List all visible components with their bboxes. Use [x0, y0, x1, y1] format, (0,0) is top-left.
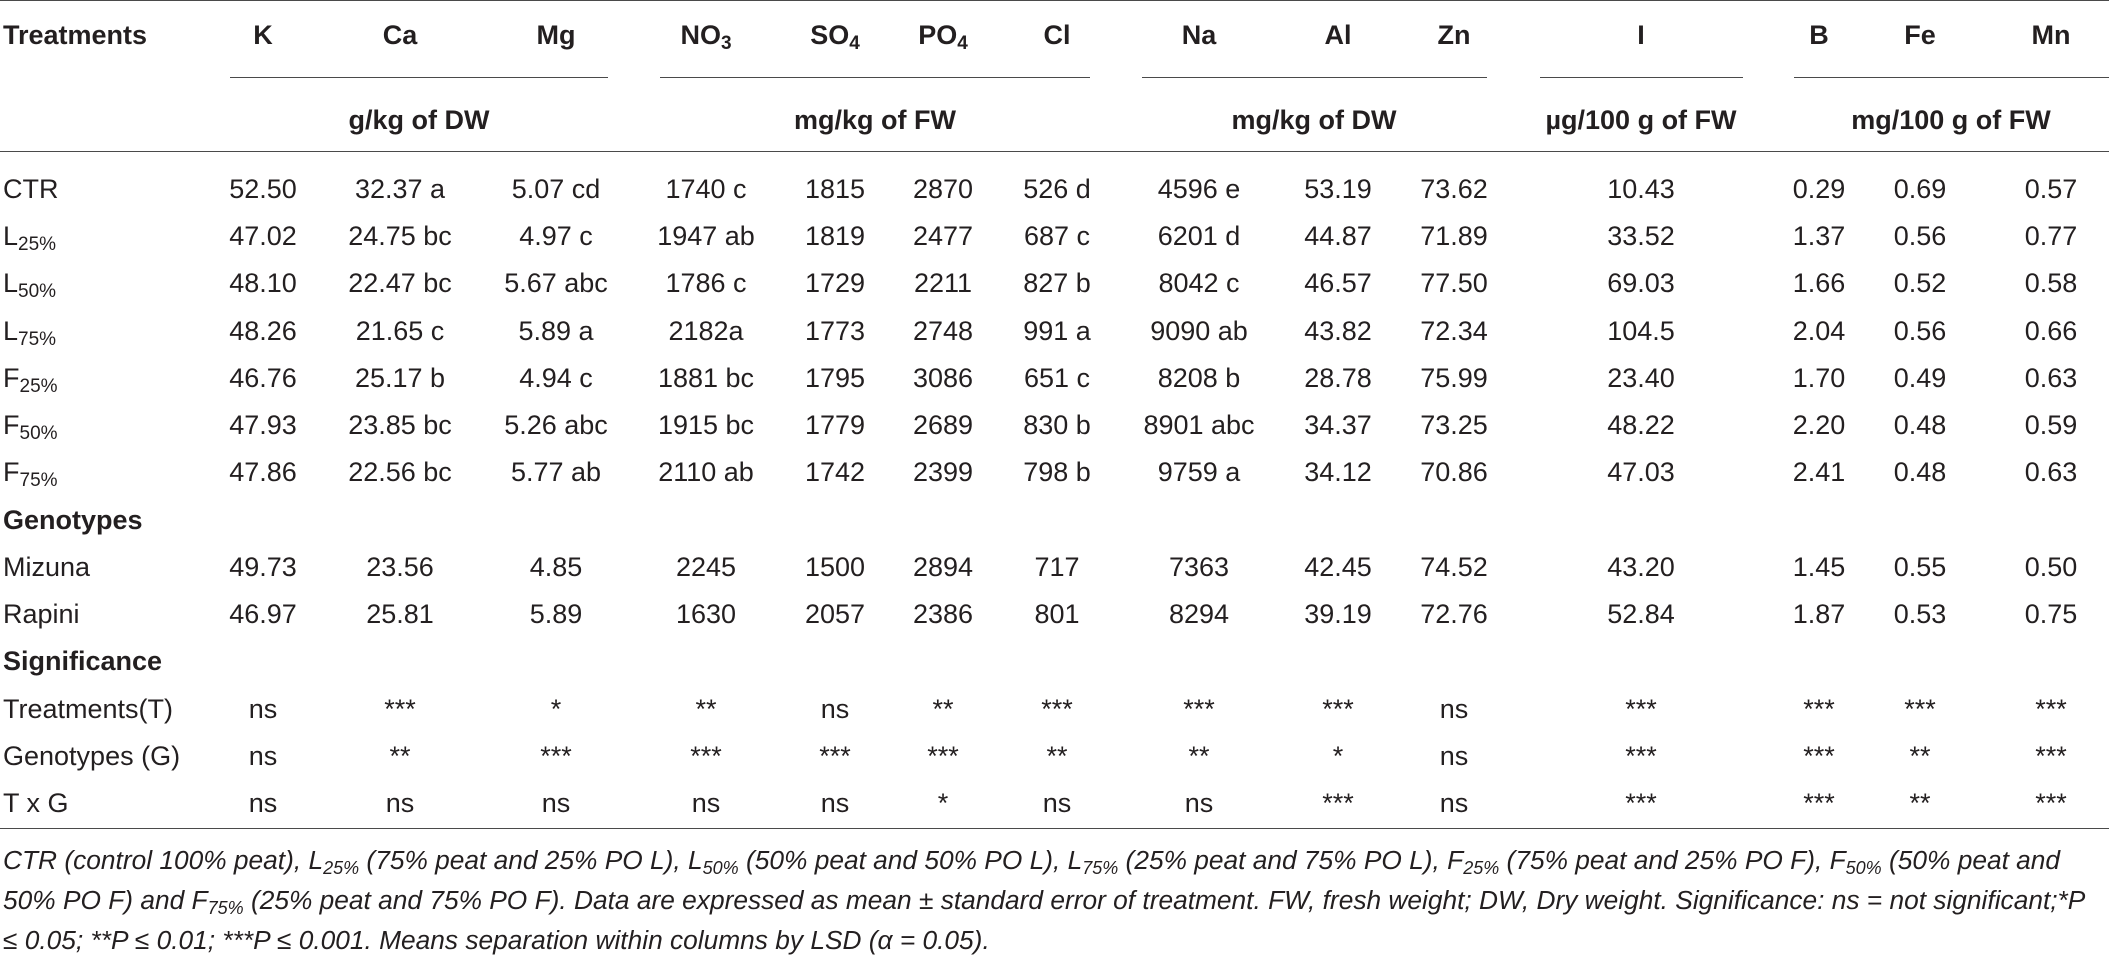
table-cell: 4.94 c [519, 362, 593, 393]
table-cell: 1.66 [1792, 268, 1846, 299]
table-cell: ** [1909, 741, 1931, 772]
column-header: $NO_3$ [680, 20, 732, 54]
row-label: Treatments(T) [3, 694, 174, 724]
table-row [0, 308, 2109, 354]
table-cell: 1500 [804, 552, 866, 582]
table-cell: 46.76 [229, 362, 297, 393]
table-cell: 2689 [912, 410, 974, 440]
row-label: T x G [3, 788, 69, 819]
table-cell: 5.77 ab [510, 457, 602, 488]
row-label: $F_{25\%}$ [3, 362, 58, 397]
table-cell: 2.04 [1792, 315, 1846, 346]
table-cell: 74.52 [1420, 552, 1488, 582]
table-cell: 5.67 abc [504, 268, 608, 299]
table-cell: 827 b [1023, 268, 1091, 299]
group-rule [230, 77, 608, 78]
column-header: B [1809, 20, 1829, 50]
table-cell: ** [1909, 788, 1931, 819]
table-cell: ** [932, 694, 954, 724]
table-cell: 43.82 [1304, 315, 1372, 346]
table-cell: *** [2035, 741, 2067, 772]
column-header: K [253, 20, 273, 50]
row-label: CTR [3, 174, 59, 204]
table-cell: * [937, 788, 949, 819]
table-cell: 52.50 [229, 174, 297, 204]
group-rule [1794, 77, 2109, 78]
table-cell: 8901 abc [1143, 410, 1255, 440]
table-cell: 0.57 [2024, 174, 2078, 204]
table-cell: 44.87 [1304, 221, 1372, 252]
table-cell: 1786 c [665, 268, 747, 299]
table-cell: ns [248, 788, 278, 819]
table-cell: 9090 ab [1150, 315, 1248, 346]
table-cell: 23.85 bc [348, 410, 452, 440]
table-cell: ns [691, 788, 721, 819]
table-cell: 28.78 [1304, 362, 1372, 393]
table-cell: 1773 [804, 315, 866, 346]
table-cell: 10.43 [1607, 174, 1675, 204]
table-cell: 2057 [804, 599, 866, 630]
header-treatments-label: Treatments [3, 20, 148, 50]
table-cell: 0.56 [1893, 315, 1947, 346]
table-cell: *** [1183, 694, 1215, 724]
table-footnote: CTR (control 100% peat), $L_{25\%}$ (75% peat and 25% PO L), $L_{50\%}$ (50% peat and 50% PO L), $L_{75\%}$ (25% peat and 75% PO L), $F_{25\%}$ (75% peat and 25% PO F), $F_{50\%}$ (50% peat and 50% PO F) and $F_{75\%}$ (25% peat and 75% PO F). Data are expressed as mean ± standard error of treatment. FW, fresh weight; DW, Dry weight. Significance: ns = not significant;*P ≤ 0.05; **P ≤ 0.01; ***P ≤ 0.001. Means separation within columns by LSD (α = 0.05). [3, 845, 2085, 955]
table-cell: 47.86 [229, 457, 297, 488]
table-cell: 0.58 [2024, 268, 2078, 299]
table-cell: *** [540, 741, 572, 772]
table-row [0, 402, 2109, 448]
table-cell: 1.37 [1792, 221, 1846, 252]
table-cell: 73.62 [1420, 174, 1488, 204]
table-cell: 43.20 [1607, 552, 1675, 582]
table-header-row [0, 12, 2109, 58]
table-cell: 2399 [912, 457, 974, 488]
table-cell: *** [1803, 741, 1835, 772]
table-row [0, 733, 2109, 779]
table-cell: 1630 [675, 599, 737, 630]
table-cell: 1881 bc [657, 362, 755, 393]
group-rule [660, 77, 1090, 78]
table-cell: *** [1322, 694, 1354, 724]
table-cell: 8042 c [1158, 268, 1240, 299]
table-cell: ns [385, 788, 415, 819]
row-label: $F_{50\%}$ [3, 410, 58, 444]
table-cell: 8294 [1168, 599, 1230, 630]
table-cell: 2870 [912, 174, 974, 204]
table-row [0, 591, 2109, 637]
column-header: Fe [1904, 20, 1936, 50]
table-cell: 5.07 cd [511, 174, 601, 204]
table-cell: 0.56 [1893, 221, 1947, 252]
table-cell: ns [820, 788, 850, 819]
table-cell: 2245 [675, 552, 737, 582]
table-cell: *** [1625, 788, 1657, 819]
row-label: $L_{50\%}$ [3, 268, 57, 303]
table-cell: ** [695, 694, 717, 724]
table-cell: 717 [1034, 552, 1080, 582]
table-cell: 22.56 bc [348, 457, 452, 488]
table-cell: 0.63 [2024, 362, 2078, 393]
column-header: $SO_4$ [810, 20, 860, 54]
unit-label: mg/kg of FW [794, 105, 956, 135]
row-label: $L_{75\%}$ [3, 315, 57, 350]
unit-label: mg/kg of DW [1231, 105, 1397, 135]
row-label: Mizuna [3, 552, 91, 582]
table-cell: 49.73 [229, 552, 297, 582]
table-cell: 1.70 [1792, 362, 1846, 393]
table-cell: 0.69 [1893, 174, 1947, 204]
table-cell: 0.50 [2024, 552, 2078, 582]
significance-heading: Significance [3, 646, 163, 676]
column-header: Ca [382, 20, 418, 50]
table-cell: 0.77 [2024, 221, 2078, 252]
table-cell: ns [1042, 788, 1072, 819]
table-cell: 0.55 [1893, 552, 1947, 582]
table-cell: 2386 [912, 599, 974, 630]
unit-label: mg/100 g of FW [1851, 105, 2051, 135]
table-cell: 32.37 a [354, 174, 446, 204]
table-cell: *** [927, 741, 959, 772]
row-label: Rapini [3, 599, 80, 630]
table-cell: 4.97 c [519, 221, 593, 252]
table-cell: 47.93 [229, 410, 297, 440]
table-cell: 2182a [668, 315, 744, 346]
table-cell: 0.48 [1893, 410, 1947, 440]
table-cell: 3086 [912, 362, 974, 393]
table-row [0, 166, 2109, 212]
table-cell: 1915 bc [657, 410, 755, 440]
table-cell: 801 [1034, 599, 1080, 630]
table-cell: ** [1046, 741, 1068, 772]
table-cell: *** [2035, 694, 2067, 724]
table-cell: *** [1803, 694, 1835, 724]
row-label: Genotypes (G) [3, 741, 181, 772]
table-cell: 52.84 [1607, 599, 1675, 630]
table-cell: *** [2035, 788, 2067, 819]
column-header: Zn [1437, 20, 1471, 50]
table-cell: 48.10 [229, 268, 297, 299]
genotypes-heading: Genotypes [3, 505, 143, 535]
column-header: $PO_4$ [918, 20, 968, 54]
table-cell: * [1332, 741, 1344, 772]
table-cell: 25.81 [366, 599, 434, 630]
table-cell: 25.17 b [354, 362, 446, 393]
table-cell: 104.5 [1607, 315, 1675, 346]
table-row [0, 449, 2109, 495]
table-row [0, 213, 2109, 259]
table-cell: 75.99 [1420, 362, 1488, 393]
table-row [0, 780, 2109, 826]
table-cell: 1795 [804, 362, 866, 393]
column-header: Al [1324, 20, 1352, 50]
table-cell: 22.47 bc [348, 268, 452, 299]
table-cell: 2110 ab [658, 457, 754, 488]
table-cell: 0.29 [1792, 174, 1846, 204]
table-cell: 651 c [1023, 362, 1091, 393]
table-cell: 2.41 [1792, 457, 1846, 488]
table-cell: 6201 d [1157, 221, 1241, 252]
table-cell: *** [1803, 788, 1835, 819]
table-cell: *** [1904, 694, 1936, 724]
table-cell: 8208 b [1157, 362, 1241, 393]
table-cell: ns [248, 694, 278, 724]
table-cell: 0.63 [2024, 457, 2078, 488]
row-label: $F_{75\%}$ [3, 457, 58, 492]
table-row [0, 686, 2109, 732]
column-header: Mg [536, 20, 576, 50]
table-cell: 1.87 [1792, 599, 1846, 630]
table-cell: ns [1184, 788, 1214, 819]
table-cell: ns [1439, 694, 1469, 724]
table-cell: 9759 a [1157, 457, 1241, 488]
table-cell: 526 d [1023, 174, 1091, 204]
table-cell: 53.19 [1304, 174, 1372, 204]
table-cell: 72.34 [1420, 315, 1488, 346]
column-header: Cl [1043, 20, 1071, 50]
table-cell: 23.56 [366, 552, 434, 582]
group-rule [1142, 77, 1487, 78]
table-cell: 991 a [1023, 315, 1091, 346]
table-cell: ** [1188, 741, 1210, 772]
table-cell: * [550, 694, 562, 724]
table-cell: 21.65 c [355, 315, 445, 346]
table-cell: 1815 [804, 174, 866, 204]
table-cell: *** [1625, 694, 1657, 724]
table-cell: 23.40 [1607, 362, 1675, 393]
table-cell: 33.52 [1607, 221, 1675, 252]
table-cell: 0.48 [1893, 457, 1947, 488]
table-cell: 1.45 [1792, 552, 1846, 582]
table-cell: 47.02 [229, 221, 297, 252]
table-cell: 0.66 [2024, 315, 2078, 346]
group-rule [1540, 77, 1743, 78]
table-cell: 2894 [912, 552, 974, 582]
table-cell: 69.03 [1607, 268, 1675, 299]
table-cell: 1729 [804, 268, 866, 299]
header-bottom-rule [0, 151, 2109, 152]
table-cell: 5.89 [529, 599, 583, 630]
table-cell: 1947 ab [657, 221, 755, 252]
table-cell: 7363 [1168, 552, 1230, 582]
table-cell: 24.75 bc [348, 221, 452, 252]
unit-label: µg/100 g of FW [1545, 105, 1737, 135]
table-cell: 0.59 [2024, 410, 2078, 440]
table-cell: 46.97 [229, 599, 297, 630]
table-cell: ns [1439, 741, 1469, 772]
unit-label: g/kg of DW [348, 105, 490, 135]
table-cell: 2.20 [1792, 410, 1846, 440]
table-cell: ns [820, 694, 850, 724]
table-cell: 48.22 [1607, 410, 1675, 440]
table-cell: 2477 [912, 221, 974, 252]
table-cell: *** [819, 741, 851, 772]
table-cell: ns [248, 741, 278, 772]
table-cell: 2748 [912, 315, 974, 346]
table-cell: 0.75 [2024, 599, 2078, 630]
table-cell: *** [690, 741, 722, 772]
table-cell: ** [389, 741, 411, 772]
table-top-rule [0, 0, 2109, 1]
table-cell: 42.45 [1304, 552, 1372, 582]
table-cell: 71.89 [1420, 221, 1488, 252]
table-cell: 0.49 [1893, 362, 1947, 393]
row-label: $L_{25\%}$ [3, 221, 57, 256]
table-cell: 4.85 [529, 552, 583, 582]
table-bottom-rule [0, 828, 2109, 829]
table-row [0, 544, 2109, 590]
table-row [0, 355, 2109, 401]
table-cell: 48.26 [229, 315, 297, 346]
table-cell: 73.25 [1420, 410, 1488, 440]
table-cell: 47.03 [1607, 457, 1675, 488]
table-cell: ns [541, 788, 571, 819]
table-cell: 77.50 [1420, 268, 1488, 299]
table-cell: 5.26 abc [504, 410, 608, 440]
table-cell: 4596 e [1157, 174, 1241, 204]
table-cell: ns [1439, 788, 1469, 819]
table-cell: 687 c [1023, 221, 1091, 252]
table-cell: *** [1322, 788, 1354, 819]
table-cell: 34.12 [1304, 457, 1372, 488]
table-cell: *** [1625, 741, 1657, 772]
table-cell: 0.52 [1893, 268, 1947, 299]
table-cell: 5.89 a [518, 315, 594, 346]
column-header: Mn [2031, 20, 2071, 50]
table-cell: 72.76 [1420, 599, 1488, 630]
table-cell: 830 b [1023, 410, 1091, 440]
table-cell: 0.53 [1893, 599, 1947, 630]
table-cell: 1779 [804, 410, 866, 440]
table-cell: *** [1041, 694, 1073, 724]
table-cell: 39.19 [1304, 599, 1372, 630]
table-cell: 46.57 [1304, 268, 1372, 299]
table-cell: 1740 c [665, 174, 747, 204]
table-cell: 34.37 [1304, 410, 1372, 440]
table-cell: 2211 [913, 268, 973, 299]
table-row [0, 260, 2109, 306]
column-header: I [1637, 20, 1645, 50]
table-cell: 1819 [804, 221, 866, 252]
table-cell: 1742 [804, 457, 866, 488]
table-cell: 798 b [1023, 457, 1091, 488]
table-cell: 70.86 [1420, 457, 1488, 488]
column-header: Na [1181, 20, 1217, 50]
table-cell: *** [384, 694, 416, 724]
